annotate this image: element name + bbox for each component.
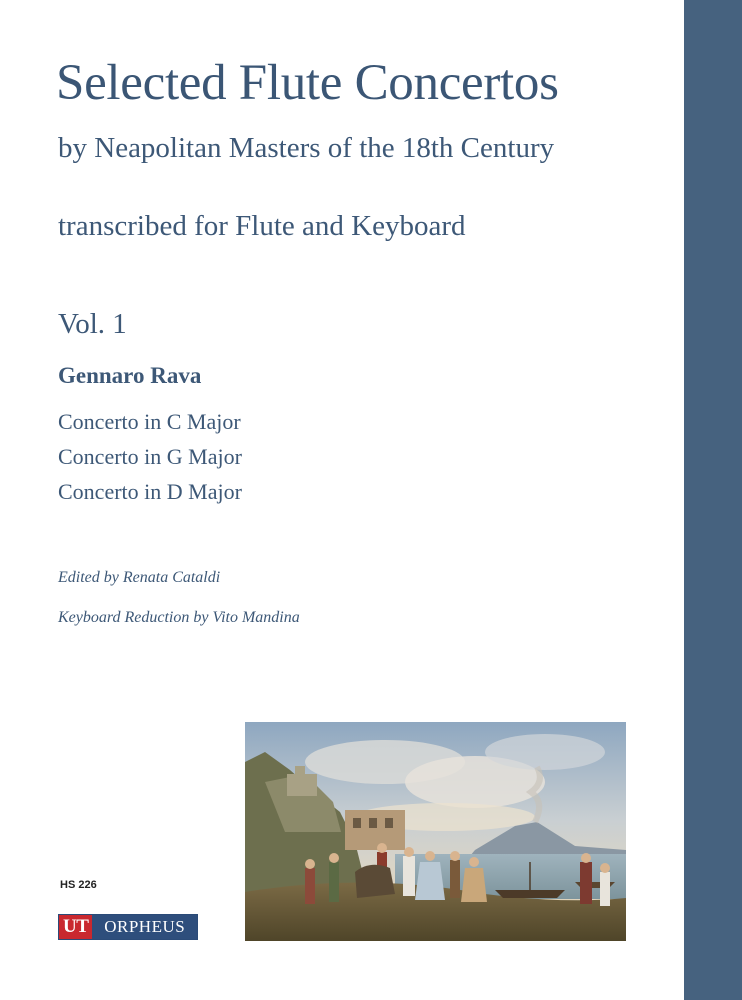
- composer-name: Gennaro Rava: [58, 363, 202, 388]
- cover-subtitle: by Neapolitan Masters of the 18th Century: [58, 132, 555, 164]
- volume-label: Vol. 1: [58, 308, 127, 340]
- works-list: [58, 404, 242, 509]
- keyboard-reduction-credit: Keyboard Reduction by Vito Mandina: [58, 609, 300, 626]
- work-item: Concerto in C Major: [58, 409, 241, 434]
- publisher-logo: [58, 914, 198, 940]
- editor-credit: Edited by Renata Cataldi: [58, 569, 221, 586]
- logo-ut-text: UT: [59, 915, 92, 939]
- work-item: Concerto in G Major: [58, 444, 242, 469]
- logo-orpheus-text: ORPHEUS: [92, 915, 197, 939]
- cover-spine-band: [684, 0, 742, 1000]
- work-item: Concerto in D Major: [58, 479, 242, 504]
- cover-title: Selected Flute Concertos: [56, 55, 559, 111]
- catalog-number: HS 226: [60, 879, 97, 891]
- cover-painting: [245, 722, 626, 941]
- transcription-note: transcribed for Flute and Keyboard: [58, 210, 466, 242]
